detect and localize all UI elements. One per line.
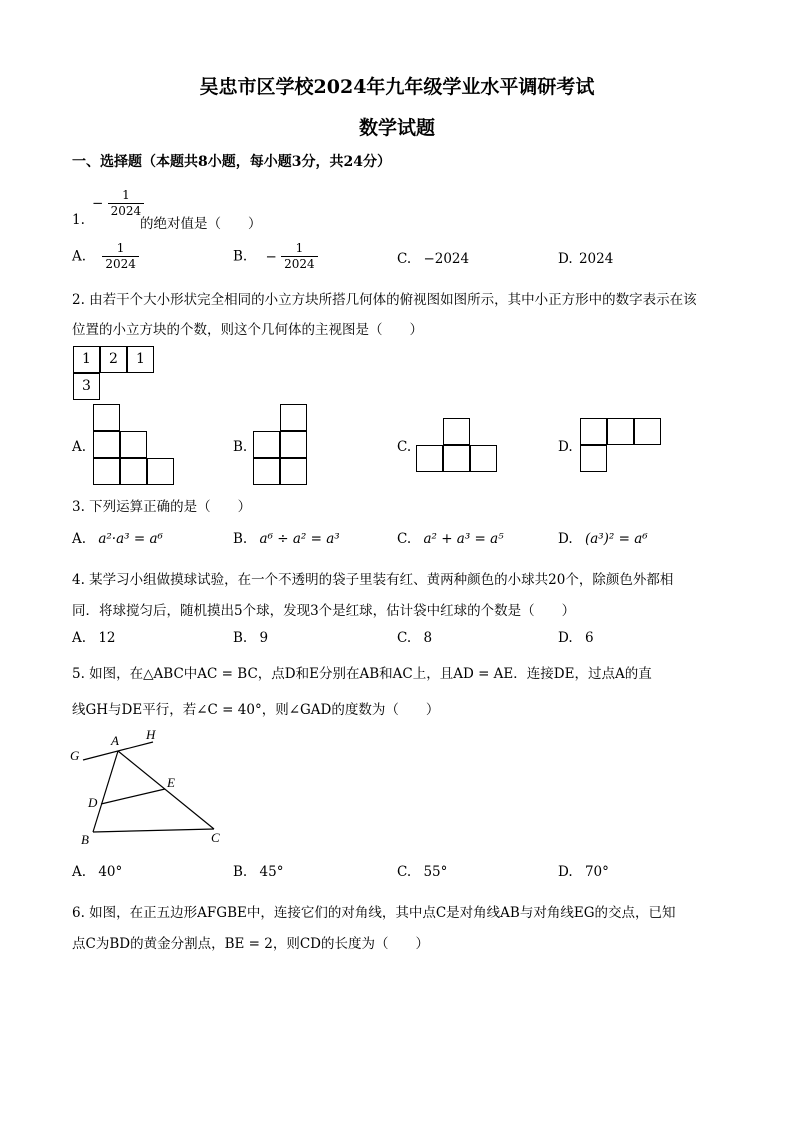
option-label: D. (558, 864, 573, 880)
option-label: A. (72, 864, 87, 880)
view-cube (443, 418, 470, 445)
grid-cell: 1 (127, 346, 154, 373)
question-stem: 的绝对值是（ ） (140, 216, 262, 232)
option-label: D. (558, 630, 573, 646)
view-cube (120, 458, 147, 485)
q6-stem-line2: 点C为BD的黄金分割点，BE = 2，则CD的长度为（ ） (72, 936, 429, 952)
option-label: A. (72, 630, 87, 646)
option-label: C. (397, 531, 412, 547)
view-cube (580, 418, 607, 445)
option-label: D. (558, 251, 573, 267)
option-label: B. (233, 439, 248, 455)
label-g: G (70, 748, 80, 763)
label-b: B (81, 832, 89, 847)
fraction-numerator: 1 (102, 241, 139, 257)
option-label: C. (397, 251, 412, 267)
option-label: D. (558, 439, 573, 455)
q3-stem: 3. 下列运算正确的是（ ） (72, 499, 252, 515)
q5-option-a[interactable] (72, 864, 122, 880)
view-cube (93, 431, 120, 458)
q3-option-b[interactable] (233, 531, 340, 547)
view-cube (147, 458, 174, 485)
view-cube (253, 431, 280, 458)
view-cube (93, 404, 120, 431)
option-text: 55° (423, 864, 448, 880)
option-label: A. (72, 248, 87, 265)
segment-de (101, 789, 165, 804)
fraction-denominator: 2024 (105, 257, 136, 271)
q1-option-b[interactable] (233, 241, 318, 272)
option-text: 12 (98, 630, 116, 646)
exam-title: 吴忠市区学校2024年九年级学业水平调研考试 (199, 76, 595, 98)
label-d: D (88, 795, 98, 810)
q6-stem-line1: 6. 如图，在正五边形AFGBE中，连接它们的对角线，其中点C是对角线AB与对角线EG的交点，已知 (72, 905, 676, 921)
option-fraction (102, 241, 139, 272)
view-cube (280, 458, 307, 485)
question-fraction (92, 188, 144, 219)
option-text: −2024 (423, 251, 470, 267)
option-text: a²·a³ = a⁶ (98, 531, 163, 547)
option-fraction (281, 241, 318, 272)
option-sign: − (265, 248, 277, 265)
option-text: 8 (423, 630, 433, 646)
view-cube (253, 458, 280, 485)
view-cube (280, 431, 307, 458)
side-ab (93, 751, 118, 832)
option-label: B. (233, 248, 248, 265)
triangle-figure (66, 725, 236, 850)
fraction-denominator: 2024 (110, 204, 142, 218)
q4-option-a[interactable] (72, 630, 116, 646)
view-cube (634, 418, 661, 445)
q2-stem-line2: 位置的小立方块的个数，则这个几何体的主视图是（ ） (72, 322, 423, 338)
q5-option-c[interactable] (397, 864, 447, 880)
view-cube (470, 445, 497, 472)
label-a: A (111, 733, 119, 748)
option-text: a⁶ ÷ a² = a³ (259, 531, 340, 547)
option-label: D. (558, 531, 573, 547)
q5-option-d[interactable] (558, 864, 609, 880)
option-label: C. (397, 439, 412, 455)
option-label: B. (233, 630, 248, 646)
q4-stem-line2: 同．将球搅匀后，随机摸出5个球，发现3个是红球，估计袋中红球的个数是（ ） (72, 603, 576, 619)
q4-option-b[interactable] (233, 630, 268, 646)
side-bc (93, 829, 214, 832)
option-label: A. (72, 531, 87, 547)
subject-title: 数学试题 (358, 117, 435, 139)
q2-stem-line1: 2. 由若干个大小形状完全相同的小立方块所搭几何体的俯视图如图所示，其中小正方形中的数字表示在该 (72, 292, 697, 308)
grid-cell: 3 (73, 373, 100, 400)
option-label: A. (72, 439, 87, 455)
view-cube (93, 458, 120, 485)
label-c: C (211, 830, 220, 845)
view-cube (280, 404, 307, 431)
option-text: a² + a³ = a⁵ (423, 531, 504, 547)
option-text: 40° (98, 864, 123, 880)
fraction-denominator: 2024 (284, 257, 315, 271)
view-cube (416, 445, 443, 472)
grid-cell: 2 (100, 346, 127, 373)
q3-option-c[interactable] (397, 531, 504, 547)
option-text: 9 (259, 630, 269, 646)
q5-stem-line2: 线GH与DE平行，若∠C = 40°，则∠GAD的度数为（ ） (72, 702, 440, 718)
option-text: 70° (584, 864, 609, 880)
q5-option-b[interactable] (233, 864, 283, 880)
option-text: (a³)² = a⁶ (584, 531, 648, 547)
q1-option-c[interactable] (397, 251, 469, 267)
q4-option-d[interactable] (558, 630, 594, 646)
q3-option-a[interactable] (72, 531, 163, 547)
q4-option-c[interactable] (397, 630, 432, 646)
fraction-sign: − (92, 195, 104, 212)
label-e: E (167, 775, 175, 790)
view-cube (120, 431, 147, 458)
option-label: B. (233, 864, 248, 880)
option-label: C. (397, 630, 412, 646)
q4-stem-line1: 4. 某学习小组做摸球试验，在一个不透明的袋子里装有红、黄两种颜色的小球共20个，除颜色外都相 (72, 572, 674, 588)
q1-option-d[interactable] (558, 251, 613, 267)
question-number: 1. (72, 212, 85, 228)
fraction (108, 188, 145, 219)
view-cube (443, 445, 470, 472)
label-h: H (146, 727, 156, 742)
section-heading: 一、选择题（本题共8小题，每小题3分，共24分） (72, 154, 391, 170)
q5-stem-line1: 5. 如图，在△ABC中AC = BC，点D和E分别在AB和AC上，且AD = AE．连接DE，过点A的直 (72, 666, 652, 682)
fraction-numerator: 1 (108, 188, 145, 204)
option-text: 2024 (578, 251, 614, 267)
option-label: C. (397, 864, 412, 880)
side-ac (118, 751, 214, 829)
option-text: 45° (259, 864, 284, 880)
view-cube (607, 418, 634, 445)
fraction-numerator: 1 (281, 241, 318, 257)
q1-option-a[interactable] (72, 241, 139, 272)
grid-cell: 1 (73, 346, 100, 373)
q3-option-d[interactable] (558, 531, 648, 547)
option-label: B. (233, 531, 248, 547)
option-text: 6 (584, 630, 594, 646)
view-cube (580, 445, 607, 472)
